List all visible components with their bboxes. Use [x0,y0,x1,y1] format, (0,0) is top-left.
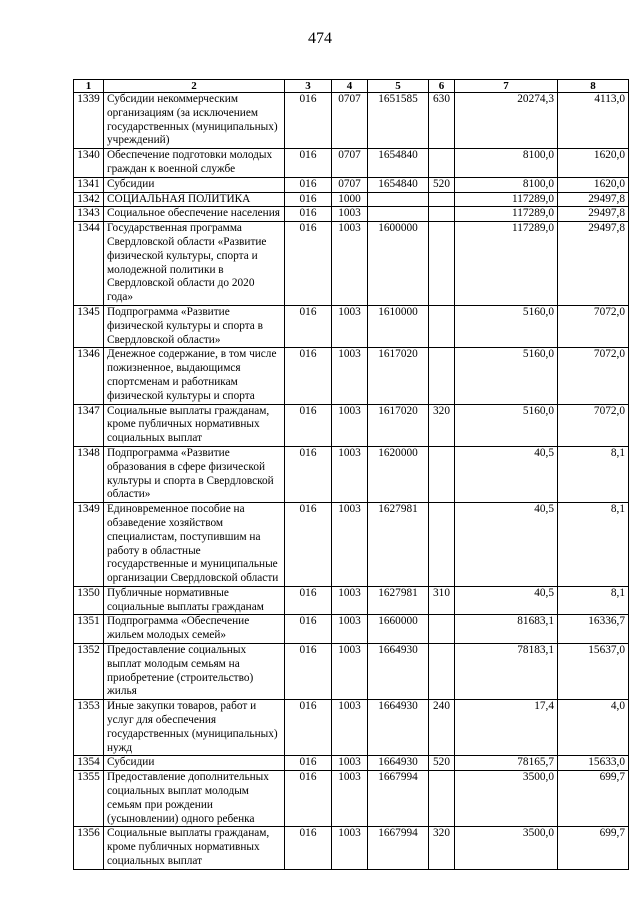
row-name: Субсидии некоммерческим организациям (за исключением государственных (муниципальных) учреждений) [104,93,285,149]
table-row [74,93,629,149]
row-target-code: 1600000 [368,222,429,306]
row-section-code: 1003 [332,827,368,869]
row-expense-type-code [429,644,455,700]
table-row [74,192,629,207]
table-row [74,586,629,615]
row-name: Подпрограмма «Обеспечение жильем молодых семей» [104,615,285,644]
row-ministry-code: 016 [285,305,332,347]
row-expense-type-code [429,192,455,207]
row-name: Публичные нормативные социальные выплаты гражданам [104,586,285,615]
row-expense-type-code: 320 [429,827,455,869]
row-name: Предоставление дополнительных социальных выплат молодым семьям при рождении (усыновлении) одного ребенка [104,771,285,827]
row-target-code [368,207,429,222]
table-row [74,446,629,502]
row-amount-total: 117289,0 [455,222,558,306]
row-ministry-code: 016 [285,446,332,502]
col-header-8: 8 [558,80,629,93]
row-number: 1349 [74,503,104,587]
row-target-code: 1651585 [368,93,429,149]
row-target-code: 1627981 [368,503,429,587]
row-amount-total: 20274,3 [455,93,558,149]
row-number: 1347 [74,404,104,446]
row-amount-total: 40,5 [455,503,558,587]
row-ministry-code: 016 [285,149,332,178]
table-row [74,827,629,869]
row-name: Предоставление социальных выплат молодым семьям на приобретение (строительство) жилья [104,644,285,700]
row-section-code: 1003 [332,700,368,756]
row-ministry-code: 016 [285,404,332,446]
row-number: 1340 [74,149,104,178]
row-number: 1350 [74,586,104,615]
row-amount-region: 4,0 [558,700,629,756]
row-ministry-code: 016 [285,207,332,222]
row-amount-region: 1620,0 [558,149,629,178]
row-amount-region: 699,7 [558,771,629,827]
row-target-code [368,192,429,207]
row-section-code: 1000 [332,192,368,207]
row-name: СОЦИАЛЬНАЯ ПОЛИТИКА [104,192,285,207]
row-ministry-code: 016 [285,756,332,771]
row-ministry-code: 016 [285,192,332,207]
table-row [74,644,629,700]
row-target-code: 1664930 [368,700,429,756]
row-amount-total: 5160,0 [455,305,558,347]
row-ministry-code: 016 [285,93,332,149]
row-ministry-code: 016 [285,348,332,404]
row-name: Денежное содержание, в том числе пожизненное, выдающимся спортсменам и работникам физической культуры и спорта [104,348,285,404]
row-section-code: 1003 [332,404,368,446]
row-ministry-code: 016 [285,503,332,587]
row-amount-total: 8100,0 [455,177,558,192]
table-row [74,700,629,756]
row-number: 1342 [74,192,104,207]
row-expense-type-code: 520 [429,177,455,192]
row-name: Подпрограмма «Развитие образования в сфере физической культуры и спорта в Свердловской области» [104,446,285,502]
row-amount-region: 16336,7 [558,615,629,644]
row-amount-total: 78183,1 [455,644,558,700]
row-amount-region: 7072,0 [558,404,629,446]
row-expense-type-code [429,503,455,587]
row-target-code: 1660000 [368,615,429,644]
row-name: Субсидии [104,177,285,192]
row-section-code: 1003 [332,503,368,587]
row-number: 1348 [74,446,104,502]
col-header-5: 5 [368,80,429,93]
row-amount-region: 8,1 [558,446,629,502]
row-target-code: 1664930 [368,644,429,700]
row-amount-region: 7072,0 [558,348,629,404]
row-section-code: 1003 [332,756,368,771]
page-number: 474 [308,30,332,47]
row-name: Социальные выплаты гражданам, кроме публичных нормативных социальных выплат [104,404,285,446]
row-expense-type-code [429,207,455,222]
col-header-4: 4 [332,80,368,93]
row-amount-total: 17,4 [455,700,558,756]
row-section-code: 0707 [332,149,368,178]
table-row [74,222,629,306]
row-amount-region: 8,1 [558,503,629,587]
row-ministry-code: 016 [285,177,332,192]
row-expense-type-code [429,305,455,347]
row-number: 1339 [74,93,104,149]
table-row [74,348,629,404]
row-name: Социальное обеспечение населения [104,207,285,222]
row-expense-type-code: 240 [429,700,455,756]
row-section-code: 1003 [332,207,368,222]
row-amount-total: 5160,0 [455,404,558,446]
row-section-code: 1003 [332,644,368,700]
row-name: Государственная программа Свердловской области «Развитие физической культуры, спорта и молодежной политики в Свердловской области до 2020 года» [104,222,285,306]
row-amount-total: 3500,0 [455,771,558,827]
row-section-code: 1003 [332,305,368,347]
row-amount-region: 1620,0 [558,177,629,192]
row-section-code: 1003 [332,771,368,827]
row-amount-region: 8,1 [558,586,629,615]
col-header-6: 6 [429,80,455,93]
row-target-code: 1617020 [368,404,429,446]
row-target-code: 1627981 [368,586,429,615]
row-amount-region: 7072,0 [558,305,629,347]
row-name: Обеспечение подготовки молодых граждан к военной службе [104,149,285,178]
row-target-code: 1617020 [368,348,429,404]
table-row [74,305,629,347]
row-number: 1341 [74,177,104,192]
row-amount-region: 15633,0 [558,756,629,771]
row-number: 1355 [74,771,104,827]
row-amount-total: 3500,0 [455,827,558,869]
row-number: 1345 [74,305,104,347]
row-number: 1346 [74,348,104,404]
row-section-code: 0707 [332,93,368,149]
table-row [74,207,629,222]
row-section-code: 1003 [332,615,368,644]
table-row [74,404,629,446]
row-amount-total: 81683,1 [455,615,558,644]
row-amount-region: 29497,8 [558,222,629,306]
row-number: 1353 [74,700,104,756]
row-amount-region: 29497,8 [558,207,629,222]
table-row [74,771,629,827]
row-section-code: 1003 [332,446,368,502]
row-target-code: 1654840 [368,177,429,192]
row-amount-total: 40,5 [455,446,558,502]
row-ministry-code: 016 [285,700,332,756]
row-section-code: 1003 [332,348,368,404]
row-expense-type-code: 520 [429,756,455,771]
table-row [74,615,629,644]
row-amount-total: 8100,0 [455,149,558,178]
row-expense-type-code [429,348,455,404]
row-name: Единовременное пособие на обзаведение хозяйством специалистам, поступившим на работу в областные государственные и муниципальные организации Свердловской области [104,503,285,587]
row-number: 1356 [74,827,104,869]
row-amount-region: 699,7 [558,827,629,869]
table-row [74,177,629,192]
row-amount-total: 40,5 [455,586,558,615]
row-expense-type-code: 630 [429,93,455,149]
row-target-code: 1654840 [368,149,429,178]
row-expense-type-code [429,222,455,306]
row-ministry-code: 016 [285,644,332,700]
row-name: Подпрограмма «Развитие физической культуры и спорта в Свердловской области» [104,305,285,347]
row-expense-type-code [429,771,455,827]
header-row [74,80,629,93]
row-expense-type-code [429,615,455,644]
row-expense-type-code [429,149,455,178]
row-ministry-code: 016 [285,827,332,869]
row-amount-region: 29497,8 [558,192,629,207]
row-target-code: 1610000 [368,305,429,347]
budget-table [73,79,629,870]
row-amount-region: 15637,0 [558,644,629,700]
table-row [74,149,629,178]
col-header-7: 7 [455,80,558,93]
row-amount-total: 117289,0 [455,192,558,207]
row-target-code: 1620000 [368,446,429,502]
row-amount-total: 5160,0 [455,348,558,404]
row-name: Иные закупки товаров, работ и услуг для обеспечения государственных (муниципальных) нужд [104,700,285,756]
table-row [74,503,629,587]
row-expense-type-code: 310 [429,586,455,615]
row-name: Субсидии [104,756,285,771]
row-target-code: 1664930 [368,756,429,771]
row-name: Социальные выплаты гражданам, кроме публичных нормативных социальных выплат [104,827,285,869]
row-target-code: 1667994 [368,827,429,869]
row-expense-type-code: 320 [429,404,455,446]
table-row [74,756,629,771]
row-ministry-code: 016 [285,771,332,827]
row-number: 1343 [74,207,104,222]
row-ministry-code: 016 [285,222,332,306]
row-amount-total: 78165,7 [455,756,558,771]
row-section-code: 0707 [332,177,368,192]
row-section-code: 1003 [332,222,368,306]
row-ministry-code: 016 [285,586,332,615]
col-header-3: 3 [285,80,332,93]
row-number: 1352 [74,644,104,700]
row-expense-type-code [429,446,455,502]
col-header-1: 1 [74,80,104,93]
row-number: 1351 [74,615,104,644]
row-ministry-code: 016 [285,615,332,644]
row-number: 1344 [74,222,104,306]
row-amount-region: 4113,0 [558,93,629,149]
row-number: 1354 [74,756,104,771]
row-target-code: 1667994 [368,771,429,827]
row-amount-total: 117289,0 [455,207,558,222]
col-header-2: 2 [104,80,285,93]
row-section-code: 1003 [332,586,368,615]
